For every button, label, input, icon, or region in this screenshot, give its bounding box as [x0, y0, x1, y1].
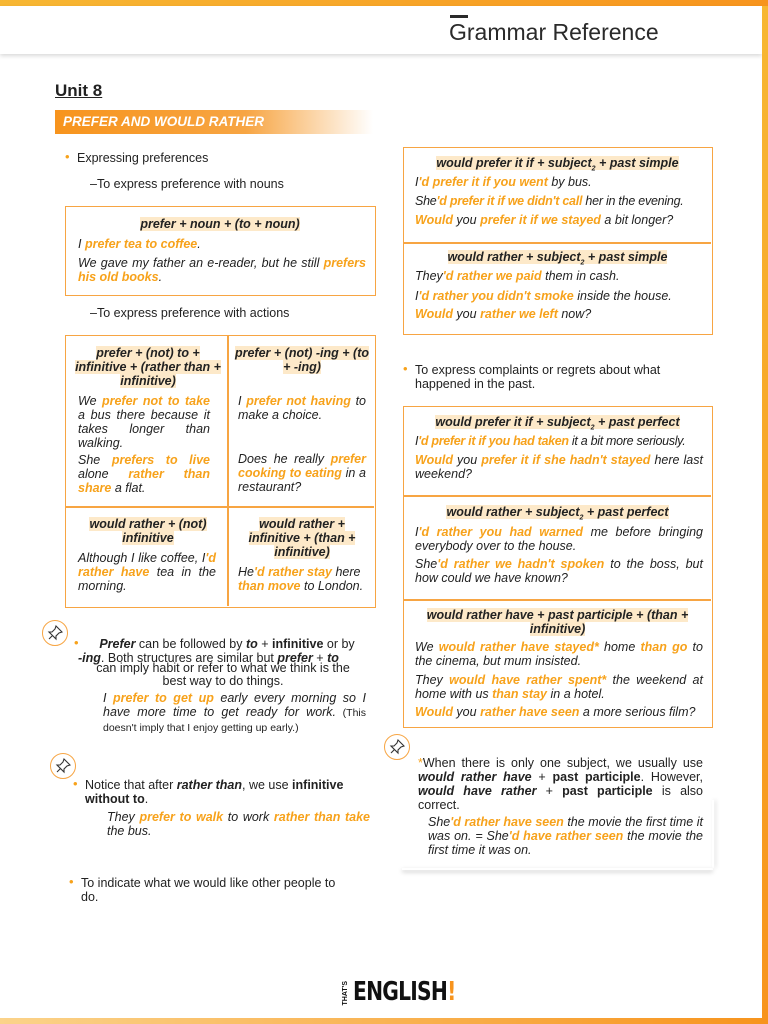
ex-highlight: Would [415, 213, 453, 227]
ex-text: you [452, 307, 481, 321]
ex-text: the bus. [107, 824, 152, 838]
header-dash [450, 15, 468, 18]
formula-text [436, 156, 679, 173]
grid-header-text: prefer + (not) to + infinitive + (rather than + infinitive) [75, 346, 221, 388]
ex-text: you [452, 213, 481, 227]
bottom-accent-bar [0, 1018, 768, 1024]
note-text: Prefer [99, 637, 136, 651]
ex-text: a more serious film? [579, 705, 696, 719]
grid-example-1a [78, 394, 210, 450]
bullet-complaints: • To express complaints or regrets about what happened in the past. [415, 363, 705, 391]
ex-text: I [103, 691, 114, 705]
example-1 [78, 237, 368, 251]
ex-text: now? [557, 307, 592, 321]
note-text: rather than [176, 778, 243, 792]
formula-part: + past simple [595, 156, 679, 170]
logo-exclamation: ! [447, 977, 456, 1007]
grid-header-3 [74, 518, 222, 546]
note-text: When there is only one subject, we usually use [422, 756, 703, 770]
ex-highlight: prefer it if we stayed [480, 213, 601, 227]
box-divider [404, 495, 711, 497]
bullet-expressing-preferences: • Expressing preferences [77, 151, 208, 165]
ex-text: here [332, 565, 361, 579]
formula-part: would prefer it if + subject [436, 156, 592, 170]
ex-highlight: 'd rather have seen [450, 815, 564, 829]
ex-highlight: than move [238, 579, 301, 593]
example [415, 453, 703, 481]
note-text: is also correct. [418, 784, 704, 812]
ex-highlight: prefer not to take [101, 394, 211, 408]
ex-text: to the cinema, but mum insisted. [415, 640, 703, 668]
formula-part: + past simple [584, 250, 668, 264]
note-text: + [257, 637, 273, 651]
ex-highlight: prefer cooking to eating [238, 452, 366, 480]
ex-text: They [415, 269, 443, 283]
note-one-subject [418, 756, 703, 812]
ex-highlight: Would [415, 705, 453, 719]
box-divider [404, 599, 711, 601]
formula-text [447, 250, 668, 267]
ex-highlight: 'd prefer it if we didn't call [436, 194, 583, 208]
note-text: infinitive [272, 637, 324, 651]
ex-highlight: prefer not having [246, 394, 351, 408]
ex-highlight: would rather have stayed* [438, 640, 599, 654]
ex-text: They [415, 673, 450, 687]
note-text: past participle [552, 770, 641, 784]
ex-text: them in cash. [541, 269, 620, 283]
ex-text: We gave my father an e-reader, but he still [78, 256, 324, 270]
formula [66, 217, 374, 231]
ex-text: here last weekend? [415, 453, 703, 481]
example [415, 525, 703, 553]
bullet-text: To indicate what we would like other people to [81, 876, 336, 890]
formula-text: prefer + noun + (to + noun) [140, 217, 300, 231]
grid-header-2 [232, 347, 372, 375]
ex-highlight: prefer tea to coffee [84, 237, 198, 251]
ex-text: a bus there because it takes longer than walking. [78, 408, 210, 450]
formula-sub: 2 [591, 165, 596, 173]
ex-text: alone [78, 467, 129, 481]
example [415, 434, 711, 448]
note-text: , we use [242, 778, 293, 792]
grid-header-text: would rather + (not) infinitive [89, 517, 207, 545]
grid-example-2a [238, 394, 366, 422]
ex-text: it a bit more seriously. [568, 434, 686, 448]
subpoint-nouns [90, 177, 284, 191]
ex-text: me before bringing everybody over to the house. [415, 525, 704, 553]
section-banner: PREFER AND WOULD RATHER [55, 110, 373, 134]
ex-highlight: 'd rather you had warned [418, 525, 584, 539]
example [415, 307, 591, 321]
example [415, 705, 695, 719]
subpoint-actions: –To express preference with actions [90, 306, 290, 320]
ex-text: a bit longer? [600, 213, 674, 227]
pin-icon [384, 734, 410, 760]
box-divider [404, 242, 711, 244]
note-text: would have rather [418, 784, 537, 798]
ex-highlight: 'd have rather seen [508, 829, 624, 843]
ex-text: I [78, 237, 85, 251]
logo-small-text: THAT'S [342, 981, 349, 1006]
ex-text: to work [223, 810, 274, 824]
grid-divider-h [66, 506, 374, 508]
formula-grid-actions [65, 335, 376, 608]
formula-part: + past perfect [583, 505, 669, 519]
example [415, 213, 673, 227]
formula-sub: 2 [579, 514, 584, 522]
formula-part: would rather + subject [447, 250, 581, 264]
ex-highlight: would have rather spent* [449, 673, 607, 687]
ex-highlight: 'd rather we paid [442, 269, 542, 283]
ex-highlight: 'd rather have [78, 551, 216, 579]
logo-text [353, 978, 456, 1007]
grid-divider-v [227, 336, 229, 606]
ex-text: We [78, 394, 102, 408]
note-text: . Both structures are similar but [100, 651, 278, 665]
ex-text: I [415, 434, 419, 448]
note-asterisk: * [418, 756, 423, 770]
ex-text: you [452, 705, 481, 719]
formula-text: would rather have + past participle + (than + infinitive) [426, 608, 689, 636]
ex-text: Does he really [238, 452, 331, 466]
grid-header-text: would rather + infinitive + (than + infinitive) [248, 517, 356, 559]
formula-box-nouns [65, 206, 376, 296]
ex-text: She [415, 194, 437, 208]
note-text: past participle [562, 784, 653, 798]
page-title: Grammar Reference [449, 19, 659, 45]
ex-highlight: prefer to get up [113, 691, 214, 705]
note-prefer-line3: best way to do things. [162, 674, 284, 688]
note-text: without to [85, 792, 145, 806]
unit-heading: Unit 8 [55, 81, 103, 100]
example [415, 640, 703, 668]
formula-box-past-perfect [403, 406, 713, 728]
formula-text [446, 505, 669, 522]
ex-highlight: prefers to live [111, 453, 211, 467]
note-text: to [327, 651, 339, 665]
note-text: prefer [277, 651, 313, 665]
grid-header-4 [232, 518, 372, 559]
grid-example-2b [238, 452, 366, 494]
grid-example-3 [78, 551, 216, 593]
note-text: + [312, 651, 328, 665]
ex-text: in a restaurant? [238, 466, 366, 494]
ex-highlight: prefer to walk [139, 810, 224, 824]
note-text: -ing [78, 651, 101, 665]
note-rather-than [85, 778, 370, 806]
ex-text: to make a choice. [238, 394, 367, 422]
ex-text: . [197, 237, 201, 251]
note-shadow [402, 868, 713, 870]
note-text: would rather have [418, 770, 532, 784]
formula-part: + past perfect [594, 415, 680, 429]
ex-text: I [415, 175, 419, 189]
note-rather-than-example [107, 810, 370, 838]
formula [404, 156, 711, 173]
bullet-other-people [81, 876, 371, 904]
ex-highlight: Would [415, 453, 453, 467]
formula-part: would rather + subject [446, 505, 580, 519]
formula-sub: 2 [590, 424, 595, 432]
grid-header-1 [74, 347, 222, 388]
logo-word: ENGLISH [353, 977, 448, 1007]
ex-highlight: than stay [492, 687, 548, 701]
ex-text: early every morning so I have more time to get ready for work. [103, 691, 367, 719]
ex-text: She [428, 815, 451, 829]
formula-part: would prefer it if + subject [435, 415, 591, 429]
example [415, 673, 703, 701]
thats-english-logo [342, 978, 457, 1010]
formula [404, 505, 711, 522]
note-shadow [712, 800, 714, 868]
ex-highlight: 'd prefer it if you had taken [418, 434, 569, 448]
example-2 [78, 256, 366, 284]
example [415, 289, 672, 303]
example [415, 557, 703, 585]
formula-sub: 2 [580, 259, 585, 267]
note-text: Notice that after [85, 778, 177, 792]
note-text: . However, [640, 770, 703, 784]
right-accent-bar [762, 6, 768, 1024]
ex-text: the movie the first time it was on. = She [428, 815, 703, 843]
note-one-subject-example [428, 815, 703, 857]
ex-text: the weekend at home with us [415, 673, 703, 701]
ex-text: home [598, 640, 641, 654]
example [415, 269, 619, 283]
ex-highlight: 'd rather you didn't smoke [418, 289, 574, 303]
ex-highlight: rather we left [480, 307, 558, 321]
formula [404, 608, 711, 636]
ex-highlight: than go [640, 640, 688, 654]
ex-highlight: prefer it if she hadn't stayed [481, 453, 651, 467]
ex-text: inside the house. [573, 289, 672, 303]
ex-text: They [107, 810, 140, 824]
note-prefer-line2: can imply habit or refer to what we think is the [96, 661, 350, 675]
note-text: can be followed by [135, 637, 246, 651]
ex-highlight: 'd rather we hadn't spoken [437, 557, 605, 571]
pin-icon [42, 620, 68, 646]
formula [404, 415, 711, 432]
note-text: + [536, 784, 563, 798]
note-text: or by [323, 637, 355, 651]
ex-highlight: rather have seen [480, 705, 580, 719]
ex-highlight: 'd prefer it if you went [418, 175, 548, 189]
ex-text: her in the evening. [582, 194, 684, 208]
note-text: to [245, 637, 258, 651]
ex-text: tea in the morning. [78, 565, 216, 593]
formula [404, 250, 711, 267]
ex-text: He [238, 565, 254, 579]
ex-highlight: rather than share [78, 467, 211, 495]
ex-text: I [238, 394, 247, 408]
bullet-text: do. [81, 890, 99, 904]
ex-text: you [452, 453, 482, 467]
ex-note: (This doesn't imply that I enjoy getting up early.) [103, 707, 367, 734]
formula-box-past-simple [403, 147, 713, 335]
grid-example-1b [78, 453, 210, 495]
ex-text: the movie the first time it was on. [428, 829, 703, 857]
grid-header-text: prefer + (not) -ing + (to + -ing) [234, 346, 370, 374]
ex-text: . [158, 270, 163, 284]
ex-text: I [415, 289, 419, 303]
ex-text: We [415, 640, 439, 654]
ex-highlight: Would [415, 307, 453, 321]
note-text: infinitive [292, 778, 344, 792]
note-text: + [531, 770, 553, 784]
ex-highlight: 'd rather stay [253, 565, 332, 579]
ex-text: by bus. [547, 175, 592, 189]
ex-text: She [78, 453, 112, 467]
ex-highlight: rather than take [273, 810, 371, 824]
grid-example-4 [238, 565, 370, 593]
ex-text: Although I like coffee, I [78, 551, 206, 565]
note-prefer [86, 637, 368, 651]
subpoint-text: –To express preference with nouns [90, 177, 284, 191]
ex-text: She [415, 557, 438, 571]
formula-text [435, 415, 680, 432]
note-prefer-example [103, 691, 366, 735]
ex-text: a flat. [111, 481, 146, 495]
example [415, 194, 711, 208]
ex-text: to London. [300, 579, 364, 593]
note-text: . [144, 792, 149, 806]
ex-text: in a hotel. [547, 687, 605, 701]
ex-text: I [415, 525, 419, 539]
example [415, 175, 592, 189]
ex-text: to the boss, but how could we have known? [415, 557, 703, 585]
ex-highlight: prefers his old books [78, 256, 366, 284]
